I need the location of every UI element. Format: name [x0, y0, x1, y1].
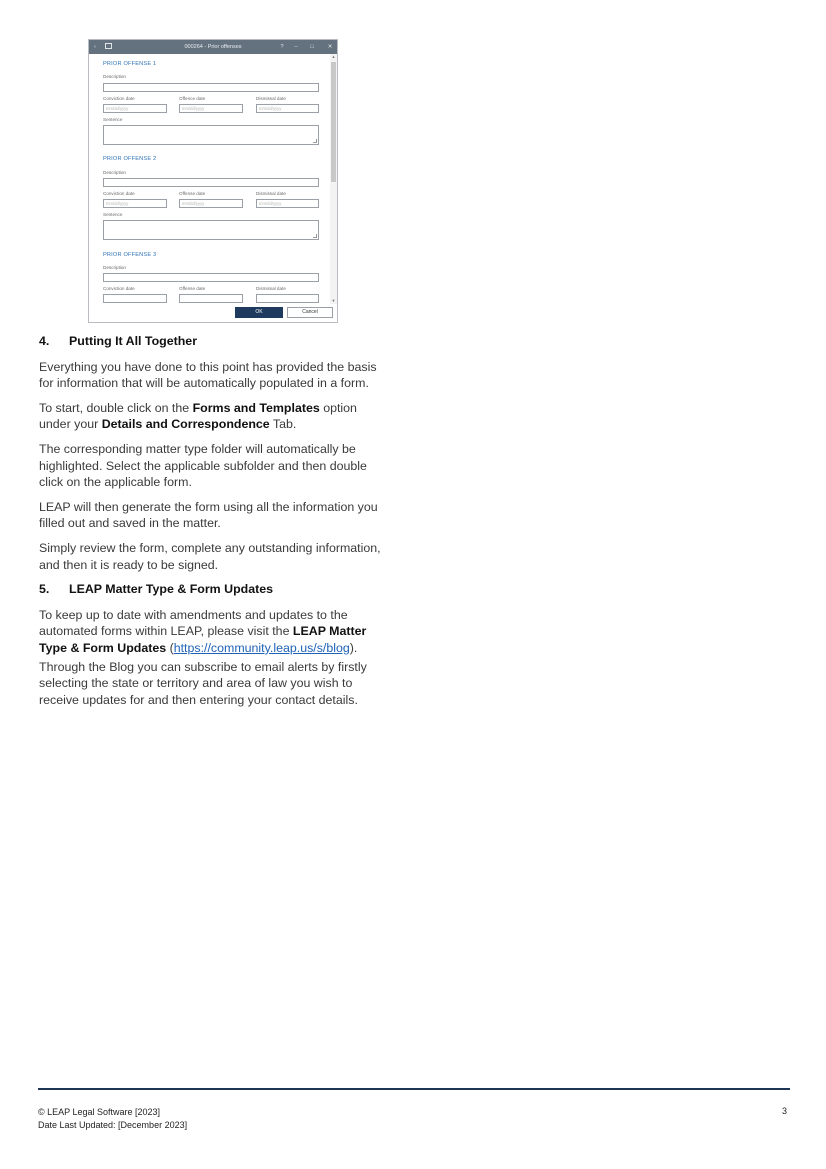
section-4-title: Putting It All Together: [69, 334, 198, 348]
section-4-paragraph-1: Everything you have done to this point has provided the basis for information that will be automatically populated in a form.: [39, 359, 377, 391]
dialog-scrollbar[interactable]: [330, 54, 337, 304]
sentence-label: Sentence: [103, 212, 123, 217]
description-label: Description: [103, 265, 126, 270]
page-number: 3: [782, 1106, 788, 1116]
dismissal-date-label: Dismissal date: [256, 286, 286, 291]
ok-button[interactable]: OK: [235, 307, 283, 318]
dialog-form-body: [89, 54, 337, 304]
section-5-heading: [39, 581, 389, 598]
offense-date-input[interactable]: mm/dd/yyyy: [179, 199, 243, 208]
text-run: To keep up to date with amendments and updates to the automated forms within LEAP, please visit the: [39, 607, 348, 639]
section-5-paragraph-1: [39, 607, 389, 657]
scroll-thumb[interactable]: [331, 62, 336, 182]
offence-date-input[interactable]: mm/dd/yyyy: [179, 104, 243, 113]
copyright-text: © LEAP Legal Software [2023]: [38, 1107, 161, 1117]
forms-and-templates-bold: Forms and Templates: [192, 400, 320, 415]
offence-date-label: Offence date: [179, 96, 206, 101]
cancel-button[interactable]: Cancel: [287, 307, 333, 318]
offense-date-input[interactable]: [179, 294, 243, 303]
section-4-heading: [39, 333, 389, 350]
dismissal-date-input[interactable]: [256, 294, 319, 303]
section-4-number: 4.: [39, 334, 50, 348]
text-run: option under your: [39, 400, 357, 432]
section-4-paragraph-4: LEAP will then generate the form using all the information you filled out and saved in the matter.: [39, 499, 378, 531]
offense-date-label: Offense date: [179, 191, 206, 196]
description-label: Description: [103, 74, 126, 79]
conviction-date-input[interactable]: mm/dd/yyyy: [103, 199, 167, 208]
section-4-paragraph-2: [39, 400, 389, 433]
text-run: To start, double click on the: [39, 400, 193, 415]
prior-offense-1-title: PRIOR OFFENSE 1: [103, 61, 157, 67]
section-5-number: 5.: [39, 582, 50, 597]
description-input[interactable]: [103, 273, 319, 282]
text-run: Tab.: [269, 417, 297, 432]
scroll-up-icon[interactable]: ▲: [331, 54, 336, 59]
prior-offense-3-title: PRIOR OFFENSE 3: [103, 252, 157, 258]
prior-offenses-dialog: [88, 39, 338, 323]
description-input[interactable]: [103, 178, 319, 187]
minimize-icon[interactable]: –: [294, 44, 298, 50]
dismissal-date-label: Dismissal date: [256, 191, 286, 196]
offense-date-label: Offense date: [179, 286, 206, 291]
text-run: ).: [349, 640, 358, 655]
back-arrow-icon[interactable]: ‹: [94, 44, 96, 50]
conviction-date-label: Conviction date: [103, 286, 135, 291]
section-4-paragraph-5: Simply review the form, complete any outstanding information, and then it is ready to be signed.: [39, 540, 381, 572]
maximize-icon[interactable]: □: [310, 44, 314, 50]
section-4-paragraph-3: The corresponding matter type folder will automatically be highlighted. Select the applicable subfolder and then double click on the applicable form.: [39, 441, 367, 490]
sentence-textarea[interactable]: [103, 220, 319, 240]
sentence-textarea[interactable]: [103, 125, 319, 145]
blog-link[interactable]: https://community.leap.us/s/blog: [173, 640, 350, 655]
dismissal-date-input[interactable]: mm/dd/yyyy: [256, 199, 319, 208]
dialog-footer: [89, 304, 337, 322]
conviction-date-input[interactable]: mm/dd/yyyy: [103, 104, 167, 113]
prior-offense-2-title: PRIOR OFFENSE 2: [103, 156, 157, 162]
close-icon[interactable]: ✕: [327, 44, 333, 50]
description-label: Description: [103, 170, 126, 175]
section-5-title: LEAP Matter Type & Form Updates: [69, 582, 274, 597]
conviction-date-input[interactable]: [103, 294, 167, 303]
last-updated-text: Date Last Updated: [December 2023]: [38, 1120, 188, 1130]
leap-updates-bold: LEAP Matter Type & Form Updates: [39, 624, 367, 655]
sentence-label: Sentence: [103, 117, 123, 122]
description-input[interactable]: [103, 83, 319, 92]
scroll-down-icon[interactable]: ▼: [331, 298, 336, 303]
dismissal-date-input[interactable]: mm/dd/yyyy: [256, 104, 319, 113]
dialog-title: 000264 - Prior offenses: [184, 44, 242, 50]
dismissal-date-label: Dismissal date: [256, 96, 286, 101]
section-5-paragraph-2: Through the Blog you can subscribe to email alerts by firstly selecting the state or territory and area of law you wish to receive updates for and then entering your contact details.: [39, 659, 367, 707]
text-run: (: [166, 640, 174, 655]
footer-divider: [38, 1088, 790, 1090]
details-and-correspondence-bold: Details and Correspondence: [101, 417, 270, 432]
dialog-titlebar: [89, 40, 337, 54]
conviction-date-label: Conviction date: [103, 96, 135, 101]
document-body: [39, 333, 389, 716]
help-icon[interactable]: ?: [280, 44, 284, 50]
conviction-date-label: Conviction date: [103, 191, 135, 196]
page-footer: [38, 1106, 187, 1132]
